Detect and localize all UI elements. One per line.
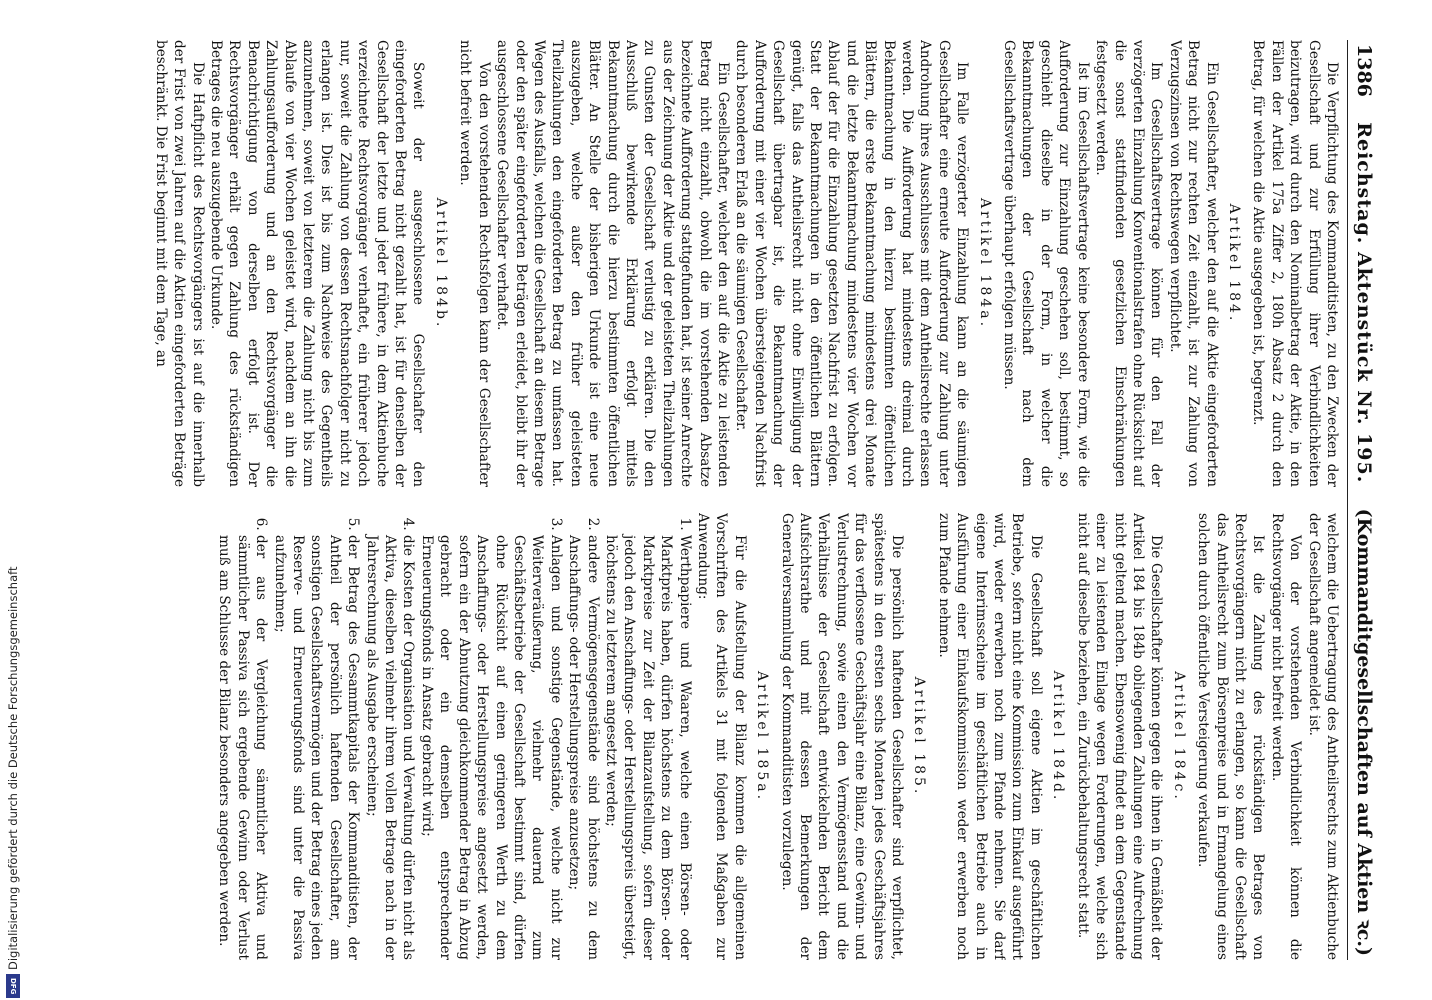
article-heading: Artikel 184d. [1050, 670, 1067, 803]
running-title: Reichstag. Aktenstück Nr. 195. [1353, 122, 1375, 484]
list-item: 2. andere Vermögensgegenstände sind höchstens zu dem Anschaffungs- oder Herstellungspreise anzusetzen; [565, 535, 602, 960]
list-item: 6. der aus der Vergleichung sämmtlicher Aktiva und sämmtlicher Passiva sich ergebende Gewinn oder Verlust muß am Schlusse der Bilanz besonders angegeben werden. [215, 535, 270, 960]
paragraph: Ein Gesellschafter, welcher den auf die Aktie eingeforderten Betrag nicht zur rechten Zeit einzahlt, ist zur Zahlung von Verzugszinsen von Rechtswegen verpflichtet. [1166, 40, 1220, 487]
article-heading: Artikel 185. [911, 676, 928, 797]
article-heading: Artikel 184b. [432, 197, 449, 330]
paragraph: Ist im Gesellschaftsvertrage keine besondere Form, wie die Aufforderung zur Einzahlung geschehen soll, bestimmt, so geschieht dieselbe in der Form, in welcher die Bekanntmachungen der Gesellschaft nach dem Gesellschaftsvertrage überhaupt erfolgen müssen. [1001, 40, 1091, 487]
paragraph: Die Gesellschafter können gegen die ihnen in Gemäßheit der Artikel 184 bis 184b obliegenden Zahlungen eine Aufrechnung nicht geltend machen. Ebensowenig findet an dem Gegenstande einer zu leistenden Einlage wegen Forderungen, welche sich nicht auf dieselbe beziehen, ein Zurückbehaltungsrecht statt. [1074, 513, 1165, 960]
credit-text: Digitalisierung gefördert durch die Deutsche Forschungsgemeinschaft [6, 566, 20, 970]
list-item: 4. die Kosten der Organisation und Verwaltung dürfen nicht als Aktiva, dieselben vielmehr ihrem vollen Betrage nach in der Jahresrechnung als Ausgabe erscheinen; [362, 535, 417, 960]
article-heading: Artikel 184a. [976, 197, 993, 330]
paragraph: Im Falle verzögerter Einzahlung kann an die säumigen Gesellschafter eine erneute Aufforderung zur Zahlung unter Androhung ihres Ausschlusses mit dem Antheilsrechte erlassen werden. Die Aufforderung hat mindestens dreimal durch Bekanntmachung in den hierzu bestimmten öffentlichen Blättern, die erste Bekanntmachung mindestens drei Monate und die letzte Bekanntmachung mindestens vier Wochen vor Ablauf der für die Einzahlung gesetzten Nachfrist zu erfolgen. Statt der Bekanntmachungen in den öffentlichen Blättern genügt, falls das Antheilsrecht nicht ohne Einwilligung der Gesellschaft übertragbar ist, die Bekanntmachung der Aufforderung mit einer vier Wochen übersteigenden Nachfrist durch besonderen Erlaß an die säumigen Gesellschafter. [733, 40, 971, 487]
list-item: 3. Anlagen und sonstige Gegenstände, welche nicht zur Weiterveräußerung, vielmehr dauernd zum Geschäftsbetriebe der Gesellschaft bestimmt sind, dürfen ohne Rücksicht auf einen geringeren Werth zu dem Anschaffungs- oder Herstellungspreise angesetzt werden, sofern ein der Abnutzung gleichkommender Betrag in Abzug gebracht oder ein demselben entsprechender Erneuerungsfonds in Ansatz gebracht wird; [418, 535, 565, 960]
page-number: 1386 [1353, 44, 1375, 97]
right-column [21, 513, 1341, 960]
running-subtitle: (Kommanditgesellschaften auf Aktien ꝛc.) [1353, 508, 1375, 956]
numbered-list [215, 513, 694, 960]
paragraph: Im Gesellschaftsvertrage können für den Fall der verzögerten Einzahlung Konventionalstrafen ohne Rücksicht auf die sonst stattfindenden gesetzlichen Einschränkungen festgesetzt werden. [1093, 40, 1165, 487]
article-heading: Artikel 185a. [754, 670, 771, 803]
article-heading: Artikel 184. [1225, 203, 1242, 324]
list-item: 1. Werthpapiere und Waaren, welche einen Börsen- oder Marktpreis haben, dürfen höchstens zu dem Börsen- oder Marktpreise zur Zeit der Bilanzaufstellung, sofern dieser jedoch den Anschaffungs- oder Herstellungspreis übersteigt, höchstens zu letzterem angesetzt werden; [602, 535, 694, 960]
paragraph: welchem die Uebertragung des Antheilsrechts zum Aktienbuche der Gesellschaft angemeldet ist. [1305, 513, 1340, 960]
paragraph: Die Verpflichtung des Kommanditisten, zu den Zwecken der Gesellschaft und zur Erfüllung ihrer Verbindlichkeiten beizutragen, wird durch den Nominalbetrag der Aktie, in den Fällen der Artikel 175a Ziffer 2, 180h Absatz 2 durch den Betrag, für welchen die Aktie ausgegeben ist, begrenzt. [1250, 40, 1340, 487]
paragraph: Die Haftpflicht des Rechtsvorgängers ist auf die innerhalb der Frist von zwei Jahren auf die Aktien eingeforderten Beträge beschränkt. Die Frist beginnt mit dem Tage, an [152, 40, 206, 487]
list-item: 5. der Betrag des Gesammtkapitals der Kommanditisten, der Antheil der persönlich haftenden Gesellschafter, am sonstigen Gesellschaftsvermögen und der Betrag eines jeden Reserve- und Erneuerungsfonds sind unter die Passiva aufzunehmen; [270, 535, 362, 960]
paragraph: Von den vorstehenden Rechtsfolgen kann der Gesellschafter nicht befreit werden. [457, 40, 492, 487]
paragraph: Die persönlich haftenden Gesellschafter sind verpflichtet, spätestens in den ersten sechs Monaten jedes Geschäftsjahres für das verflossene Geschäftsjahr eine Bilanz, eine Gewinn- und Verlustrechnung, sowie einen den Vermögensstand und die Verhältnisse der Gesellschaft entwickelnden Bericht dem Aufsichtsrathe und mit dessen Bemerkungen der Generalversammlung der Kommanditisten vorzulegen. [778, 513, 906, 960]
page-header [1347, 40, 1378, 960]
paragraph: Ist die Zahlung des rückständigen Betrages von Rechtsvorgängern nicht zu erlangen, so kann die Gesellschaft das Antheilsrecht zum Börsenpreise und in Ermangelung eines solchen durch öffentliche Versteigerung verkaufen. [1195, 513, 1267, 960]
paragraph: Soweit der ausgeschlossene Gesellschafter den eingeforderten Betrag nicht gezahlt hat, ist für denselben der Gesellschaft der letzte und jeder frühere, in dem Aktienbuche verzeichnete Rechtsvorgänger verhaftet, ein früherer jedoch nur, soweit die Zahlung von dessen Rechtsnachfolger nicht zu erlangen ist. Dies ist bis zum Nachweise des Gegentheils anzunehmen, soweit von letzterem die Zahlung nicht bis zum Ablaufe von vier Wochen geleistet wird, nachdem an ihn die Zahlungsaufforderung und an den Rechtsvorgänger die Benachrichtigung von derselben erfolgt ist. Der Rechtsvorgänger erhält gegen Zahlung des rückständigen Betrages die neu auszugebende Urkunde. [208, 40, 427, 487]
dfg-logo-icon: DFG [6, 974, 20, 998]
paragraph: Von der vorstehenden Verbindlichkeit können die Rechtsvorgänger nicht befreit werden. [1268, 513, 1304, 960]
digitization-credit [2, 0, 24, 1000]
paragraph: Für die Aufstellung der Bilanz kommen die allgemeinen Vorschriften des Artikels 31 mit folgenden Maßgaben zur Anwendung: [695, 513, 748, 960]
paragraph: Ein Gesellschafter, welcher den auf die Aktie zu leistenden Betrag nicht einzahlt, obwohl die im vorstehenden Absatze bezeichnete Aufforderung stattgefunden hat, ist seiner Anrechte aus der Zeichnung der Aktie und der geleisteten Theilzahlungen zu Gunsten der Gesellschaft verlustig zu erklären. Die den Ausschluß bewirkende Erklärung erfolgt mittels Bekanntmachung durch die hierzu bestimmten öffentlichen Blätter. An Stelle der bisherigen Urkunde ist eine neue auszugeben, welche außer den früher geleisteten Theilzahlungen den eingeforderten Betrag zu umfassen hat. Wegen des Ausfalls, welchen die Gesellschaft an diesem Betrage oder den später eingeforderten Beträgen erleidet, bleibt ihr der ausgeschlossene Gesellschafter verhaftet. [494, 40, 731, 487]
left-column [21, 40, 1341, 487]
paragraph: Die Gesellschaft soll eigene Aktien im geschäftlichen Betriebe, sofern nicht eine Kommission zum Einkauf ausgeführt wird, weder erwerben noch zum Pfande nehmen. Sie darf eigene Interimsscheine im geschäftlichen Betriebe auch in Ausführung einer Einkaufskommission weder erwerben noch zum Pfande nehmen. [935, 513, 1044, 960]
article-heading: Artikel 184c. [1170, 671, 1187, 802]
